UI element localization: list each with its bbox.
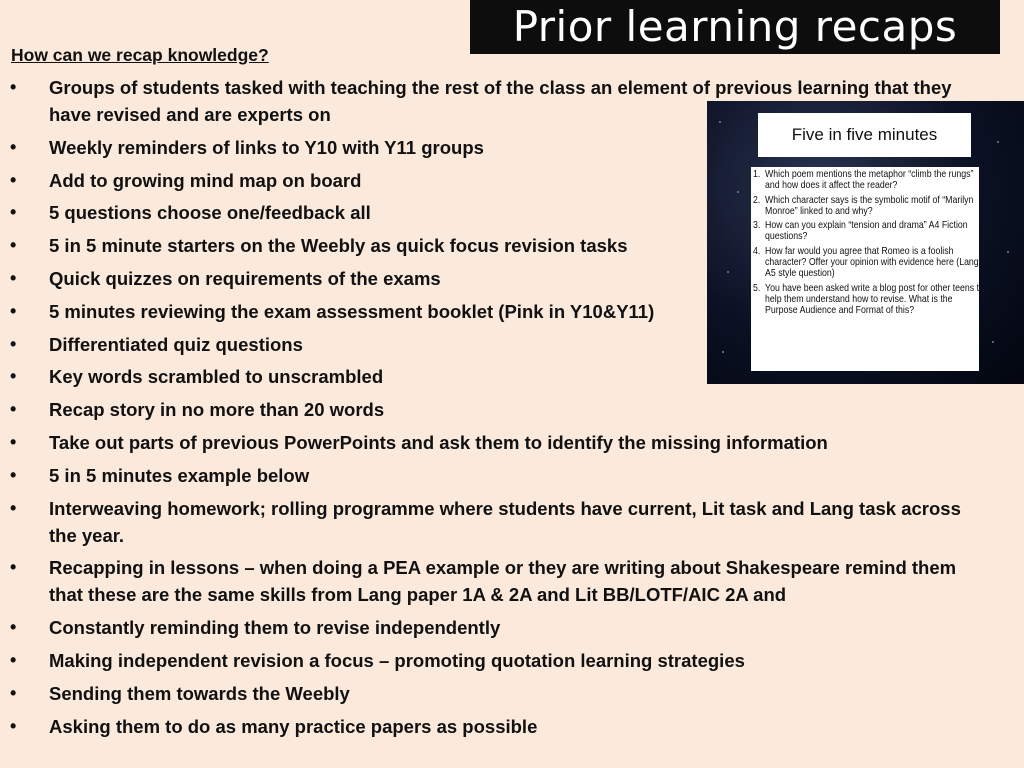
slide-title: Prior learning recaps [470,0,1000,54]
bullet-item: • Groups of students tasked with teaching the rest of the class an element of previous learning that they have revised and are experts on [0,74,1010,128]
five-in-five-example-image [707,101,1024,384]
bullet-dot: • [10,399,17,420]
example-question: 2. Which character says is the symbolic motif of “Marilyn Monroe” linked to and why? [753,194,974,217]
bullet-dot: • [10,649,17,670]
bullet-item: • Making independent revision a focus – promoting quotation learning strategies [0,647,1010,674]
bullet-item: • Key words scrambled to unscrambled [0,363,1010,390]
bullet-dot: • [10,169,17,190]
example-questions-box [751,167,984,371]
subheading: How can we recap knowledge? [11,45,269,65]
bullet-item: • Asking them to do as many practice papers as possible [0,713,1010,740]
example-question: 3. How can you explain “tension and drama” A4 Fiction questions? [753,220,968,243]
example-question: 5. You have been asked write a blog post for other teens to help them understand how to revise. What is the Purpose Audience and Format of this? [753,282,984,316]
bullet-dot: • [10,431,17,452]
example-question: 4. How far would you agree that Romeo is a foolish character? Offer your opinion with evidence here (Lang A5 style question) [753,245,979,280]
bullet-item: • Take out parts of previous PowerPoints and ask them to identify the missing information [0,429,1010,456]
bullet-dot: • [10,235,17,256]
bullet-dot: • [10,267,17,288]
bullet-item: • Interweaving homework; rolling programme where students have current, Lit task and Lang task across the year. [0,495,1010,549]
bullet-dot: • [10,333,17,354]
bullet-dot: • [10,617,17,638]
bullet-dot: • [10,202,17,223]
bullet-item: • 5 in 5 minute starters on the Weebly as quick focus revision tasks [0,232,1010,259]
bullet-dot: • [10,136,17,157]
example-panel-title: Five in five minutes [758,113,971,157]
example-question: 1. Which poem mentions the metaphor “climb the rungs” and how does it affect the reader? [753,169,974,192]
bullet-item: • Weekly reminders of links to Y10 with Y11 groups [0,134,1010,161]
bullet-dot: • [10,715,17,736]
bullet-item: • Differentiated quiz questions [0,331,1010,358]
bullet-item: • 5 questions choose one/feedback all [0,199,1010,226]
bullet-dot: • [10,497,17,518]
bullet-dot: • [10,464,17,485]
bullet-item: • Constantly reminding them to revise independently [0,614,1010,641]
bullet-dot: • [10,557,17,578]
bullet-dot: • [10,682,17,703]
bullet-item: • Recap story in no more than 20 words [0,396,1010,423]
bullet-dot: • [10,300,17,321]
bullet-item: • 5 in 5 minutes example below [0,462,1010,489]
bullet-dot: • [10,77,17,97]
bullet-item: • Sending them towards the Weebly [0,680,1010,707]
bullet-item: • Quick quizzes on requirements of the exams [0,265,1010,292]
bullet-item: • Add to growing mind map on board [0,167,1010,194]
bullet-item: • Recapping in lessons – when doing a PEA example or they are writing about Shakespeare remind them that these are the same skills from Lang paper 1A & 2A and Lit BB/LOTF/AIC 2A and [0,554,1010,608]
bullet-dot: • [10,366,17,387]
bullet-item: • 5 minutes reviewing the exam assessment booklet (Pink in Y10&Y11) [0,298,1010,325]
